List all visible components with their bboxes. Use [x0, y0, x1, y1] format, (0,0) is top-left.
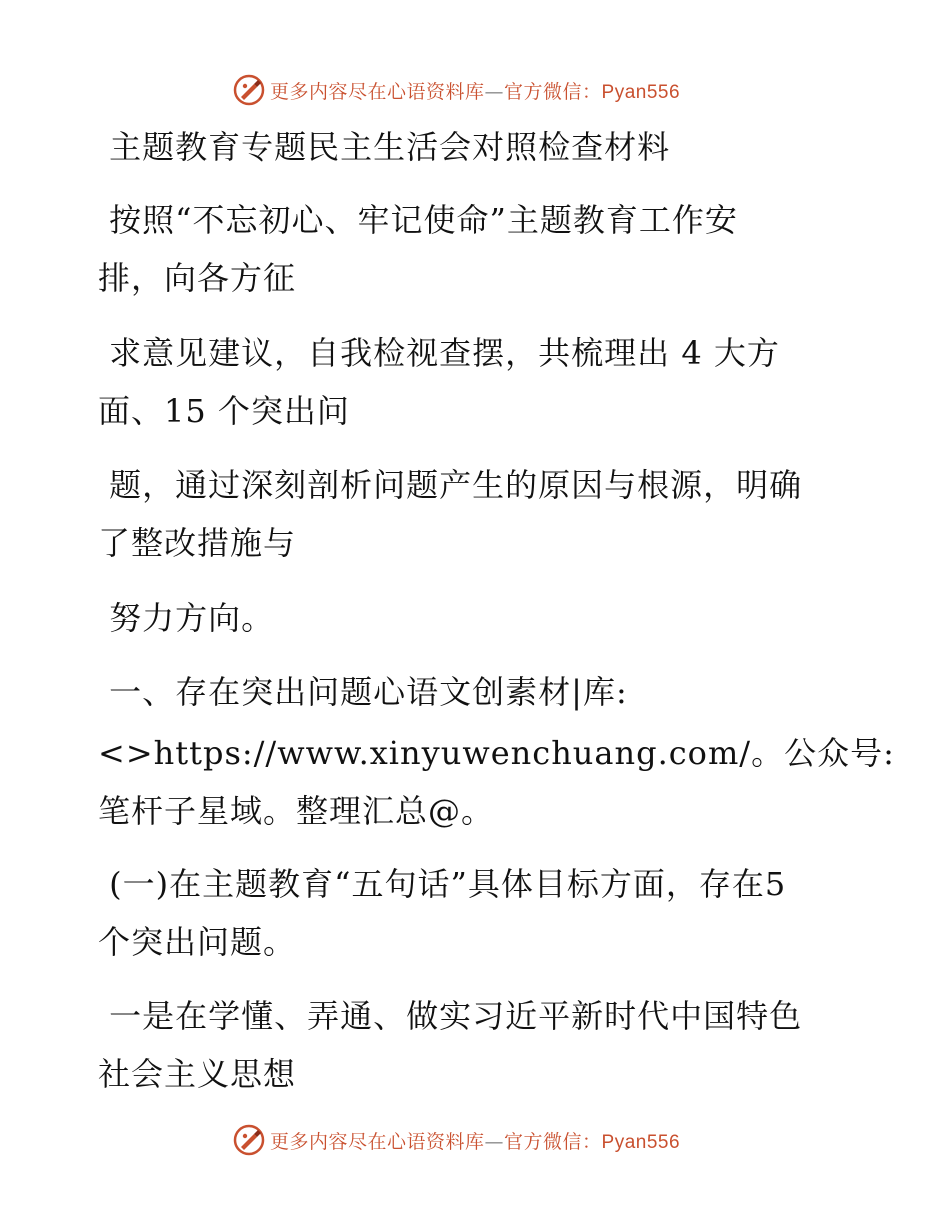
paragraph-line: 排，向各方征 — [98, 259, 297, 297]
paragraph-line: 按照“不忘初心、牢记使命”主题教育工作安 — [98, 201, 738, 239]
section-heading: 一、存在突出问题心语文创素材|库: — [98, 673, 628, 711]
paragraph-line: 题，通过深刻剖析问题产生的原因与根源，明确 — [98, 466, 803, 504]
banner-wechat-id: Pyan556 — [601, 1131, 681, 1153]
paragraph-line: 个突出问题。 — [98, 923, 297, 961]
paragraph-line: 求意见建议，自我检视查摆，共梳理出 4 大方 — [98, 334, 780, 372]
paragraph-line: 笔杆子星域。整理汇总@。 — [98, 792, 495, 830]
banner-main-text: 更多内容尽在心语资料库 — [270, 1130, 485, 1153]
banner-wechat-label: 官方微信： — [504, 1130, 602, 1153]
header-watermark-banner — [232, 70, 680, 110]
banner-wechat-label: 官方微信： — [504, 80, 602, 103]
paragraph-line: 努力方向。 — [98, 599, 275, 637]
banner-main-text: 更多内容尽在心语资料库 — [270, 80, 485, 103]
banner-wechat-id: Pyan556 — [601, 81, 681, 103]
paragraph-line: <>https://www.xinyuwenchuang.com/。公众号: — [98, 734, 895, 772]
banner-dash: — — [484, 1130, 505, 1153]
paragraph-line: 了整改措施与 — [98, 524, 297, 562]
pen-badge-icon — [232, 73, 266, 107]
pen-badge-icon — [232, 1123, 266, 1157]
footer-watermark-banner — [232, 1120, 680, 1160]
banner-dash: — — [484, 80, 505, 103]
paragraph-line: 社会主义思想 — [98, 1055, 297, 1093]
paragraph-line: 一是在学懂、弄通、做实习近平新时代中国特色 — [98, 997, 803, 1035]
subsection-heading: (一)在主题教育“五句话”具体目标方面，存在5 — [98, 865, 787, 903]
paragraph-line: 面、15 个突出问 — [98, 392, 350, 430]
document-title: 主题教育专题民主生活会对照检查材料 — [98, 128, 671, 166]
